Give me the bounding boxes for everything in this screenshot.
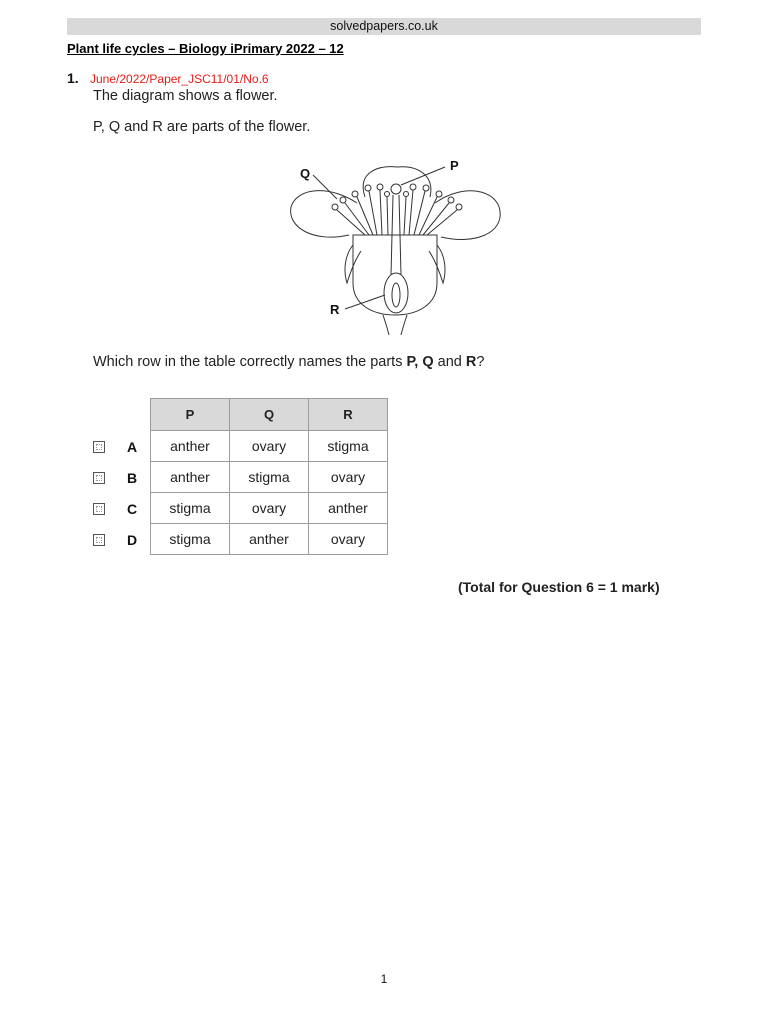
top-petal [363,167,431,197]
table-cell: ovary [309,524,388,555]
table-cell: stigma [309,431,388,462]
table-cell: stigma [151,493,230,524]
site-header-bar [67,18,701,35]
option-a[interactable] [93,432,137,462]
prompt-bold-pq: P, Q [406,354,434,370]
table-row-d [151,524,388,555]
table-cell: stigma [230,462,309,493]
stamens [332,184,462,235]
table-cell: anther [151,431,230,462]
label-r: R [330,302,340,317]
ovule [392,283,400,307]
left-petal [291,191,357,237]
right-petal [435,191,500,240]
total-marks: (Total for Question 6 = 1 mark) [458,579,660,595]
header-r: R [309,399,388,431]
label-q: Q [300,166,311,181]
option-d-checkbox[interactable] [93,534,105,546]
page-number: 1 [380,972,388,986]
prompt-text-start: Which row in the table correctly names the parts [93,354,407,370]
option-c-letter: C [127,501,138,517]
table-row-c [151,493,388,524]
prompt-text-end: ? [476,354,485,370]
option-d-letter: D [127,532,138,548]
header-q: Q [230,399,309,431]
question-number: 1. [67,70,79,86]
table-row-a [151,431,388,462]
answer-table [150,398,388,555]
stigma [391,184,401,194]
document-title: Plant life cycles – Biology iPrimary 2022 – 12 [67,41,344,56]
table-cell: anther [151,462,230,493]
stalk [383,315,407,335]
leader-q [313,175,337,199]
question-line-1: The diagram shows a flower. [93,88,278,104]
table-cell: anther [309,493,388,524]
table-cell: ovary [230,431,309,462]
leader-p [401,167,445,185]
question-line-2: P, Q and R are parts of the flower. [93,119,311,135]
header-p: P [151,399,230,431]
option-a-letter: A [127,439,138,455]
question-prompt [93,354,484,370]
table-cell: anther [230,524,309,555]
table-cell: stigma [151,524,230,555]
option-a-checkbox[interactable] [93,441,105,453]
option-d[interactable] [93,525,137,555]
label-p: P [450,158,459,173]
option-c-checkbox[interactable] [93,503,105,515]
table-header-row [151,399,388,431]
site-name: solvedpapers.co.uk [330,19,438,33]
option-b-checkbox[interactable] [93,472,105,484]
table-cell: ovary [309,462,388,493]
option-b[interactable] [93,463,137,493]
prompt-bold-r: R [465,354,477,370]
table-cell: ovary [230,493,309,524]
prompt-text-mid: and [433,354,466,370]
question-reference: June/2022/Paper_JSC11/01/No.6 [90,72,269,86]
receptacle [353,235,437,315]
table-row-b [151,462,388,493]
option-b-letter: B [127,470,138,486]
option-c[interactable] [93,494,137,524]
flower-diagram [285,155,510,335]
